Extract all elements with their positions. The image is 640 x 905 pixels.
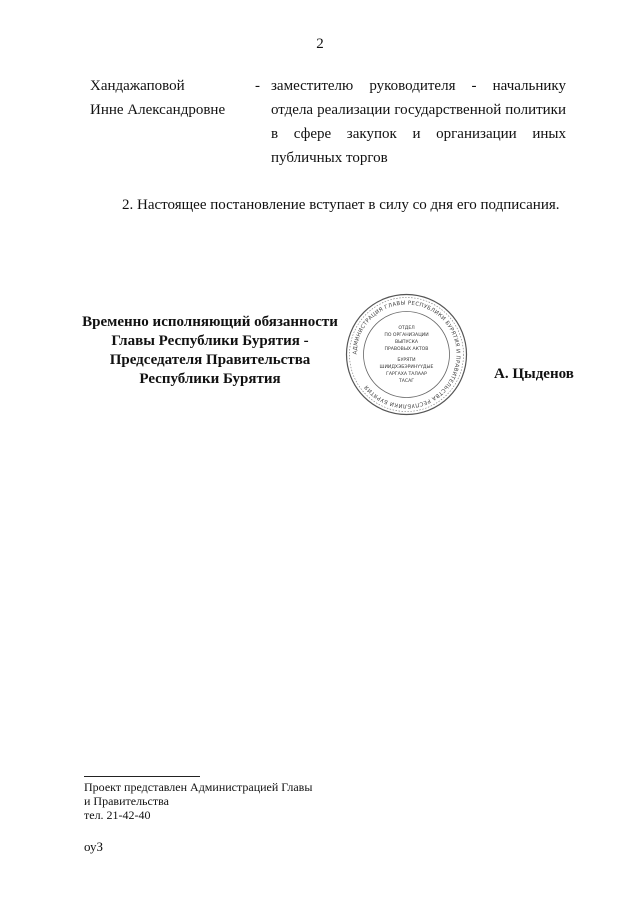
signatory-title — [74, 313, 346, 389]
svg-text:ПО ОРГАНИЗАЦИИ: ПО ОРГАНИЗАЦИИ — [384, 333, 429, 338]
svg-text:БУРЯТИ: БУРЯТИ — [397, 358, 416, 363]
footnote-divider — [84, 776, 200, 777]
appointee-surname: Хандажаповой — [90, 78, 185, 94]
footnote — [84, 780, 312, 822]
appointee-position: заместителю руководителя - начальнику отдела реализации государственной политики в сфере закупок и организации иных публичных торгов — [271, 78, 566, 166]
signer-name: А. Цыденов — [494, 366, 574, 382]
appointee-given-name: Инне Александровне — [90, 102, 226, 118]
footnote-line: Проект представлен Администрацией Главы — [84, 780, 313, 794]
page-number: 2 — [316, 36, 324, 52]
appointee-block — [90, 74, 570, 174]
svg-text:ПРАВОВЫХ АКТОВ: ПРАВОВЫХ АКТОВ — [384, 347, 429, 352]
signatory-title-line: Главы Республики Бурятия - — [111, 333, 309, 349]
seal-icon — [345, 293, 468, 416]
signatory-title-line: Временно исполняющий обязанности — [82, 314, 338, 330]
signatory-title-line: Республики Бурятия — [139, 371, 281, 387]
footnote-phone: тел. 21-42-40 — [84, 808, 151, 822]
svg-text:ТАСАГ: ТАСАГ — [398, 379, 415, 384]
clause-2: 2. Настоящее постановление вступает в силу со дня его подписания. — [122, 197, 560, 213]
footnote-line: и Правительства — [84, 794, 169, 808]
appointee-name — [90, 74, 225, 122]
svg-text:ОТДЕЛ: ОТДЕЛ — [398, 326, 415, 331]
svg-text:ШИИДХЭБЭРИНҮҮДЫЕ: ШИИДХЭБЭРИНҮҮДЫЕ — [379, 365, 434, 370]
svg-text:ГАРГАХА ТАЛААР: ГАРГАХА ТАЛААР — [386, 372, 427, 377]
appointee-dash: - — [255, 78, 260, 94]
official-seal — [345, 293, 468, 416]
svg-text:ВЫПУСКА: ВЫПУСКА — [394, 340, 419, 345]
signatory-title-line: Председателя Правительства — [109, 352, 311, 368]
document-code: оуЗ — [84, 839, 104, 854]
svg-text:АДМИНИСТРАЦИЯ ГЛАВЫ РЕСПУБЛИКИ: АДМИНИСТРАЦИЯ ГЛАВЫ РЕСПУБЛИКИ БУРЯТИЯ И ПРАВИТЕЛЬСТВА РЕСПУБЛИКИ БУРЯТИЯ — [352, 300, 461, 409]
